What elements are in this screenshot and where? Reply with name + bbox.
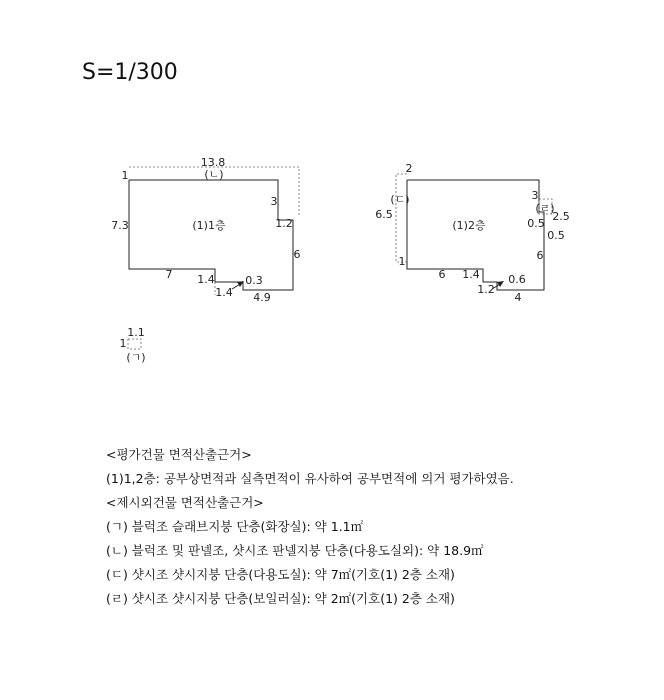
notes-line-floor: (1)1,2층: 공부상면적과 실측면적이 유사하여 공부면적에 의거 평가하였음. — [106, 471, 514, 486]
notes-heading-main: <평가건물 면적산출근거> — [106, 447, 252, 462]
floor1-dim-corner: 1 — [121, 169, 129, 182]
floor1-dim-right-mid: 1.2 — [275, 217, 293, 230]
floor2-dim-right-low: 6 — [536, 249, 544, 262]
floor1-dim-bottom-right: 4.9 — [253, 291, 271, 304]
annex-c-outline — [396, 174, 407, 262]
floor2-dim-right-c: 0.5 — [547, 229, 565, 242]
floor1-plan — [111, 156, 300, 304]
floor2-label: (1)2층 — [452, 219, 486, 232]
floor2-dim-bottom-step: 1.2 — [477, 283, 495, 296]
notes-line-g: (ㄱ) 블럭조 슬래브지붕 단층(화장실): 약 1.1㎡ — [106, 519, 364, 534]
floor1-dim-top: 13.8 — [200, 156, 226, 169]
floor2-dim-right-b: 0.5 — [527, 217, 545, 230]
floor1-dim-bottom-left: 7 — [165, 268, 173, 281]
floor2-arrow-head — [497, 281, 504, 287]
floor1-dim-right-low: 6 — [293, 248, 301, 261]
annex-g-plan — [120, 326, 146, 364]
floor1-dim-right-top: 3 — [270, 195, 278, 208]
floor2-annex-r-label: (ㄹ) — [535, 202, 555, 215]
notes-heading-extra: <제시외건물 면적산출근거> — [106, 495, 264, 510]
floor1-label: (1)1층 — [192, 219, 226, 232]
floor2-dim-right-a: 2.5 — [552, 210, 570, 223]
scale-label: S=1/300 — [82, 60, 178, 85]
floor2-dim-bottom-left: 6 — [438, 268, 446, 281]
annex-g-dim-top: 1.1 — [127, 326, 145, 339]
annex-g-label: (ㄱ) — [126, 351, 146, 364]
notes-line-r: (ㄹ) 샷시조 샷시지붕 단층(보일러실): 약 2㎡(기호(1) 2층 소재) — [106, 591, 455, 606]
area-calculation-notes — [106, 443, 514, 611]
floor2-dim-left: 6.5 — [375, 208, 393, 221]
floor1-annex-n-label: (ㄴ) — [204, 168, 224, 181]
floor1-dim-bottom-mid: 1.4 — [197, 273, 215, 286]
floor1-dim-left: 7.3 — [111, 219, 129, 232]
floor2-dim-arrow: 0.6 — [508, 273, 526, 286]
floor2-plan — [375, 162, 570, 304]
floor1-dim-arrow: 0.3 — [245, 274, 263, 287]
floor2-dim-bottom-right: 4 — [514, 291, 522, 304]
floor2-dim-right-top: 3 — [531, 189, 539, 202]
floor2-dim-corner: 1 — [398, 255, 406, 268]
floor2-dim-top: 2 — [405, 162, 413, 175]
annex-g-outline — [128, 339, 141, 349]
floor1-dim-step: 1.4 — [215, 286, 233, 299]
floor2-dim-bottom-mid: 1.4 — [462, 268, 480, 281]
annex-g-dim-left: 1 — [119, 337, 127, 350]
notes-line-c: (ㄷ) 샷시조 샷시지붕 단층(다용도실): 약 7㎡(기호(1) 2층 소재) — [106, 567, 455, 582]
notes-line-n: (ㄴ) 블럭조 및 판넬조, 샷시조 판넬지붕 단층(다용도실외): 약 18.9㎡ — [106, 543, 484, 558]
floor2-annex-c-label: (ㄷ) — [390, 193, 410, 206]
